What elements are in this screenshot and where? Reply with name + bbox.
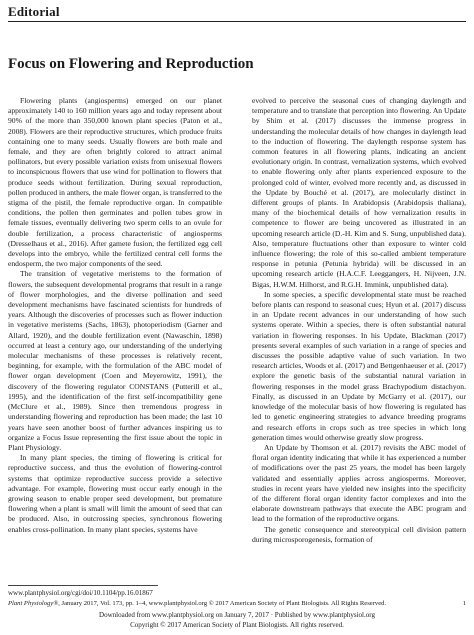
download-notice: Downloaded from www.plantphysiol.org on January 7, 2017 · Published by www.plantphysiol.org	[99, 611, 375, 619]
journal-name: Plant Physiology®	[8, 600, 59, 607]
article-title: Focus on Flowering and Reproduction	[8, 56, 254, 72]
body-column-left	[8, 96, 222, 535]
paragraph: An Update by Thomson et al. (2017) revisits the ABC model of floral organ identity indicating that while it has experienced a number of modifications over the past 25 years, the model has been largely validated and essentially applies across angiosperms. Moreover, studies in recent years have yielded new insights into the specificity of the different floral organ identity factor complexes and into the elaborate downstream pathways that execute the ABC program and lead to the formation of the reproductive organs.	[252, 442, 466, 524]
paragraph: In many plant species, the timing of flowering is critical for reproductive success, and thus the evolution of flowering-control systems that optimize reproductive success provide a selective advantage. For example, flowering must occur early enough in the growing season to enable proper seed development, but premature flowering when a plant is small will limit the amount of seed that can be produced. Also, in outcrossing species, synchronous flowering enables cross-pollination. In many plant species, systems have	[8, 453, 222, 534]
doi-link[interactable]: www.plantphysiol.org/cgi/doi/10.1104/pp.16.01867	[8, 589, 153, 597]
paragraph: evolved to perceive the seasonal cues of changing daylength and temperature and to translate that perception into flowering. An Update by Shim et al. (2017) discusses the immense progress in understanding the molecular details of how changes in daylength lead to the induction of flowering. The daylength response system has common features in all flowering plants, indicating an ancient evolutionary origin. In contrast, vernalization systems, which evolved to enable flowering only after plants experienced exposure to the prolonged cold of winter, evolved more recently and, as discussed in the Update by Bouché et al. (2017), are molecularly distinct in different groups of plants. In Arabidopsis (Arabidopsis thaliana), many of the biochemical details of how vernalization results in competence to flower are being uncovered as illustrated in an upcoming research article (D.-H. Kim and S. Sung, unpublished data). Also, temperature fluctuations other than exposure to winter cold influence flowering; the role of this so-called ambient temperature response in petunia (Petunia hybrida) will be discussed in an upcoming research article (H.A.C.F. Leeggangers, H. Nijveen, J.N. Bigas, H.W.M. Hilhorst, and R.G.H. Immink, unpublished data).	[252, 96, 466, 289]
paragraph: The genetic consequence and stereotypical cell division pattern during microsporogenesis, formation of	[252, 524, 466, 544]
paragraph: The transition of vegetative meristems to the formation of flowers, the subsequent developmental programs that result in a range of flower morphologies, and the diverse pollination and seed development mechanisms have fascinated scientists for hundreds of years. Although the discoveries of processes such as flower induction in vegetative meristems (Sachs, 1863), photoperiodism (Garner and Allard, 1920), and the double fertilization event (Nawaschin, 1898) occurred at least a century ago, our understanding of the underlying molecular mechanisms of these processes is relatively recent, beginning, for example, with the formulation of the ABC model of flower organ development (Coen and Meyerowitz, 1991), the discovery of the flowering regulator CONSTANS (Putterill et al., 1995), and the identification of the first self-incompatibility gene (McClure et al., 1989). Since then tremendous progress in understanding flowering and reproduction has been made; the last 10 years have seen another boost of further advances inspiring us to organize a Focus Issue representing the first issue about the topic in Plant Physiology.	[8, 269, 222, 452]
copyright-notice: Copyright © 2017 American Society of Plant Biologists. All rights reserved.	[130, 621, 344, 629]
paragraph: In some species, a specific developmental state must be reached before plants can respond to seasonal cues; Hyun et al. (2017) discuss in an Update recent advances in our understanding of how such systems operate. Within a species, there is often substantial natural variation in flowering responses. In his Update, Blackman (2017) presents several examples of such variation in a range of species and discusses the possible adaptive value of such variation. In two research articles, Woods et al. (2017) and Bettgenhaeuser et al. (2017) explore the genetic basis of the substantial natural variation in flowering responses in the model grass Brachypodium distachyon. Finally, as discussed in an Update by McGarry et al. (2017), our knowledge of the molecular basis of how flowering is regulated has led to genetic engineering strategies to advance breeding programs and research efforts in crops such as tree species in which long generation times would otherwise greatly slow progress.	[252, 289, 466, 442]
header-rule	[8, 21, 466, 22]
journal-citation-line	[8, 600, 466, 607]
page-number: 1	[462, 600, 466, 607]
section-label: Editorial	[8, 4, 60, 19]
footer-rule	[8, 585, 158, 586]
body-column-right	[252, 96, 466, 545]
citation-text: , January 2017, Vol. 173, pp. 1–4, www.plantphysiol.org © 2017 American Society of Plant Biologists. All Rights Reserved.	[58, 600, 387, 607]
paragraph: Flowering plants (angiosperms) emerged on our planet approximately 140 to 160 million years ago and today represent about 90% of the more than 350,000 known plant species (Paton et al., 2008). Flowers are their reproductive structures, which produce fruits containing one to many seeds. Usually flowers are both male and female, and they are often brightly colored to attract animal pollinators, but every possible variation exists from unisexual flowers to inconspicuous flowers that use wind for pollination to flowers that produce seeds without fertilization. During sexual reproduction, pollen produced in anthers, the male flower organ, is transferred to the stigma of the pistil, the female reproductive organ. In compatible conditions, the pollen then germinates and pollen tubes grow in female tissues, eventually delivering two sperm cells to an ovule for double fertilization, a process characteristic of angiosperms (Dresselhaus et al., 2016). After gamete fusion, the fertilized egg cell develops into the embryo, while the fertilized central cell forms the endosperm, the two major components of the seed.	[8, 96, 222, 269]
